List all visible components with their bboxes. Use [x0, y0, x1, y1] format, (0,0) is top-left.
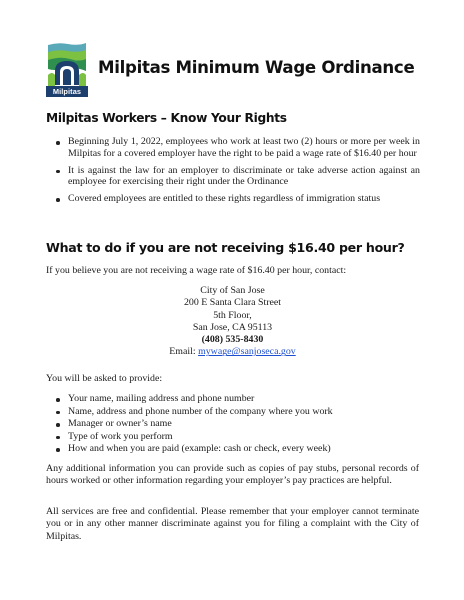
contact-phone: (408) 535-8430	[201, 334, 264, 346]
contact-line: San Jose, CA 95113	[192, 321, 273, 333]
list-item: Your name, mailing address and phone number	[46, 393, 420, 406]
rights-list	[46, 136, 420, 210]
contact-block	[46, 285, 419, 359]
email-label: Email:	[169, 346, 199, 358]
contact-line: City of San Jose	[200, 285, 265, 296]
milpitas-logo	[46, 41, 88, 97]
logo-wordmark: Milpitas	[52, 87, 82, 96]
closing-paragraph: All services are free and confidential. Please remember that your employer cannot terminate you or in any other manner discriminate against you for filing a complaint with the City of Milpitas.	[46, 506, 419, 542]
page-title: Milpitas Minimum Wage Ordinance	[98, 58, 415, 77]
additional-info-paragraph: Any additional information you can provide such as copies of pay stubs, personal records of hours worked or other information regarding your employer’s pay practices are helpful.	[46, 463, 419, 487]
section-heading-rights: Milpitas Workers – Know Your Rights	[46, 111, 287, 125]
list-item: Name, address and phone number of the company where you work	[46, 406, 420, 419]
contact-email-line	[46, 346, 419, 358]
list-item: How and when you are paid (example: cash or check, every week)	[46, 443, 420, 456]
list-item: Beginning July 1, 2022, employees who work at least two (2) hours or more per week in Milpitas for a covered employer have the right to be paid a wage rate of $16.40 per hour	[46, 136, 420, 159]
list-item: Covered employees are entitled to these rights regardless of immigration status	[46, 193, 420, 205]
provide-intro: You will be asked to provide:	[46, 373, 163, 384]
list-item: Type of work you perform	[46, 431, 420, 444]
provide-list	[46, 393, 420, 456]
list-item: It is against the law for an employer to discriminate or take adverse action against an employee for exercising their right under the Ordinance	[46, 165, 420, 188]
contact-line: 5th Floor,	[213, 309, 252, 321]
list-item: Manager or owner’s name	[46, 418, 420, 431]
email-link[interactable]: mywage@sanjoseca.gov	[198, 346, 296, 358]
contact-line: 200 E Santa Clara Street	[183, 297, 282, 309]
contact-intro: If you believe you are not receiving a wage rate of $16.40 per hour, contact:	[46, 265, 347, 276]
section-heading-what-to-do: What to do if you are not receiving $16.40 per hour?	[46, 240, 405, 255]
